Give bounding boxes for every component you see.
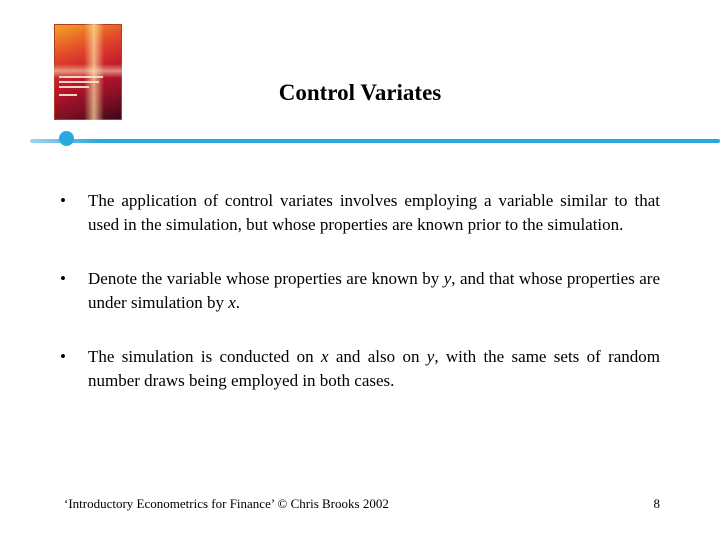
bullet-text [88, 191, 660, 234]
text-run: The simulation is conducted on [88, 347, 322, 366]
bullet-dot: • [60, 191, 66, 210]
italic-variable: x [321, 347, 329, 366]
text-run: , with the same sets of random number draws being employed in both cases. [88, 347, 661, 390]
book-cover-image [54, 24, 122, 120]
bullet-text [88, 347, 660, 390]
text-run: and also on [328, 347, 427, 366]
bullet-item [60, 267, 660, 315]
divider-dot [59, 131, 74, 146]
slide-title: Control Variates [278, 80, 442, 105]
text-run: The application of control variates involves employing a variable similar to that used in the simulation, but whose properties are known prior to the simulation. [88, 191, 660, 234]
cover-title-lines [59, 76, 109, 99]
bullet-dot: • [60, 347, 66, 366]
bullet-item [60, 189, 660, 237]
italic-variable: y [426, 347, 435, 366]
text-run: , and that whose properties are under simulation by [88, 269, 661, 312]
text-run: Denote the variable whose properties are known by [88, 269, 444, 288]
title-divider [30, 139, 720, 143]
bullet-list [60, 189, 660, 423]
footer-citation: ‘Introductory Econometrics for Finance’ © Chris Brooks 2002 [64, 496, 389, 511]
italic-variable: y [443, 269, 452, 288]
italic-variable: x [228, 293, 236, 312]
bullet-dot: • [60, 269, 66, 288]
bullet-item [60, 345, 660, 393]
bullet-text [88, 269, 660, 312]
page-number: 8 [653, 496, 660, 511]
text-run: . [235, 293, 241, 312]
